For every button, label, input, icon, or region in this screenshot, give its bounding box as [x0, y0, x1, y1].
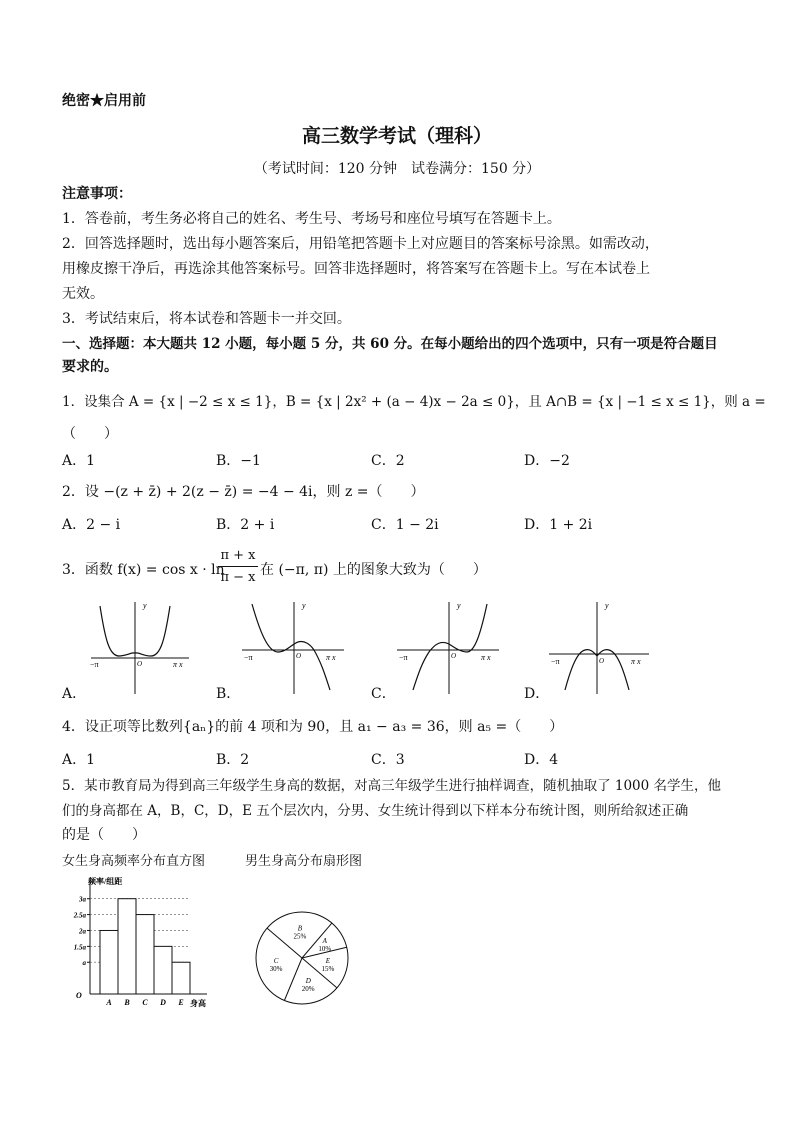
male-height-pie: [250, 908, 360, 1008]
q3-graph-a: [85, 598, 195, 696]
question-5-line2: 们的身高都在 A，B，C，D，E 五个层次内，分男、女生统计得到以下样本分布统计图，则所给叙述正确: [62, 803, 689, 819]
q3-graph-b: [240, 598, 350, 696]
pie-slice-label: 30%: [269, 965, 283, 974]
q3-fraction-denominator: π − x: [220, 570, 256, 585]
pie-slice-category: E: [325, 957, 331, 966]
curve: [252, 604, 330, 690]
hist-ytick-label: 2a: [79, 927, 86, 936]
hist-category-label: A: [106, 998, 112, 1007]
note-line: 2．回答选择题时，选出每小题答案后，用铅笔把答题卡上对应题目的答案标号涂黑。如需改动，: [62, 236, 659, 252]
question-2: 2．设 −(z + z̄) + 2(z − z̄) = −4 − 4i，则 z =（ ）: [62, 484, 425, 500]
y-label: y: [605, 601, 609, 610]
female-height-histogram: [62, 872, 222, 1012]
origin-label: O: [599, 657, 605, 665]
hist-bar: [154, 946, 172, 994]
q1-option-d: D．−2: [524, 453, 570, 469]
q4-option-b: B．2: [216, 752, 250, 768]
y-label: y: [457, 601, 461, 610]
hist-category-label: E: [178, 998, 184, 1007]
origin-label: O: [451, 652, 457, 660]
hist-bar: [172, 962, 190, 994]
q4-option-c: C．3: [371, 752, 405, 768]
page-title: 高三数学考试（理科）: [301, 125, 492, 147]
question-4: 4．设正项等比数列{aₙ}的前 4 项和为 90，且 a₁ − a₃ = 36，则 a₅ =（ ）: [62, 719, 564, 735]
y-label: y: [143, 601, 147, 610]
question-3-prefix: 3．函数 f(x) = cos x · ln: [62, 562, 225, 578]
q4-option-a: A．1: [62, 752, 96, 768]
pie-slice-label: 10%: [318, 945, 332, 954]
hist-bar: [118, 899, 136, 994]
q1-option-b: B．−1: [216, 453, 261, 469]
hist-ytick-label: 1.5a: [73, 943, 86, 952]
question-1: 1．设集合 A = {x | −2 ≤ x ≤ 1}，B = {x | 2x² + (a − 4)x − 2a ≤ 0}，且 A∩B = {x | −1 ≤ x ≤ 1}，则 a =: [62, 394, 766, 410]
question-3-suffix: 在 (−π, π) 上的图象大致为（ ）: [260, 562, 487, 578]
note-line: 3．考试结束后，将本试卷和答题卡一并交回。: [62, 311, 351, 327]
hist-ytick-label: 3a: [79, 895, 86, 904]
curve: [413, 604, 487, 690]
hist-category-label: B: [124, 998, 130, 1007]
hist-xlabel: 身高: [190, 999, 206, 1008]
q2-option-b: B．2 + i: [216, 517, 275, 533]
secret-label: 绝密★启用前: [62, 93, 146, 109]
pie-slice-category: B: [297, 924, 303, 933]
hist-bar: [100, 930, 118, 994]
pie-slice-category: C: [273, 957, 279, 966]
section-heading: 一、选择题：本大题共 12 小题，每小题 5 分，共 60 分。在每小题给出的四个选项中，只有一项是符合题目: [62, 336, 718, 352]
hist-bar: [136, 915, 154, 994]
question-5-line1: 5．某市教育局为得到高三年级学生身高的数据，对高三年级学生进行抽样调查，随机抽取了 1000 名学生，他: [62, 778, 722, 794]
origin-label: O: [137, 660, 143, 668]
hist-origin: O: [76, 991, 82, 1000]
y-label: y: [302, 601, 306, 610]
q3-fraction-numerator: π + x: [220, 548, 256, 563]
neg-pi-label: −π: [551, 657, 560, 666]
hist-ylabel: 频率/组距: [88, 877, 123, 886]
hist-ytick-label: 2.5a: [73, 911, 86, 920]
question-5-line3: 的是（ ）: [62, 827, 146, 843]
pi-x-label: π x: [326, 653, 336, 662]
pie-slice-label: 25%: [293, 932, 307, 941]
origin-label: O: [296, 652, 302, 660]
q3-option-b: B．: [216, 686, 241, 702]
pi-x-label: π x: [173, 660, 183, 669]
pie-slice-label: 15%: [321, 965, 335, 974]
hist-ytick-label: a: [82, 959, 86, 968]
q3-graph-c: [395, 598, 505, 696]
exam-subtitle: （考试时间：120 分钟 试卷满分：150 分）: [253, 161, 541, 177]
notes-heading: 注意事项：: [62, 186, 132, 202]
q4-option-d: D．4: [524, 752, 559, 768]
pie-slice-category: A: [322, 937, 327, 946]
note-line: 1．答卷前，考生务必将自己的姓名、考生号、考场号和座位号填写在答题卡上。: [62, 211, 561, 227]
q3-option-d: D．: [524, 686, 550, 702]
pie-slice-label: 20%: [301, 984, 315, 993]
q2-option-d: D．1 + 2i: [524, 517, 593, 533]
fig1-caption: 女生身高频率分布直方图: [62, 854, 206, 869]
section-heading-cont: 要求的。: [62, 359, 118, 375]
question-1-paren: （ ）: [62, 426, 118, 442]
q3-fraction-bar: [218, 566, 258, 567]
pi-x-label: π x: [481, 653, 491, 662]
pi-x-label: π x: [631, 657, 641, 666]
note-line: 无效。: [62, 286, 104, 302]
q3-option-a: A．: [62, 686, 87, 702]
hist-category-label: D: [160, 998, 166, 1007]
q2-option-c: C．1 − 2i: [371, 517, 439, 533]
note-line: 用橡皮擦干净后，再选涂其他答案标号。回答非选择题时，将答案写在答题卡上。写在本试卷上: [62, 261, 650, 277]
q3-graph-d: [545, 598, 655, 696]
q1-option-a: A．1: [62, 453, 96, 469]
pie-slice-category: D: [305, 976, 311, 985]
q3-option-c: C．: [371, 686, 396, 702]
fig2-caption: 男生身高分布扇形图: [245, 854, 363, 869]
q2-option-a: A．2 − i: [62, 517, 121, 533]
neg-pi-label: −π: [244, 653, 253, 662]
hist-category-label: C: [142, 998, 148, 1007]
neg-pi-label: −π: [399, 653, 408, 662]
neg-pi-label: −π: [90, 660, 99, 669]
q1-option-c: C．2: [371, 453, 405, 469]
